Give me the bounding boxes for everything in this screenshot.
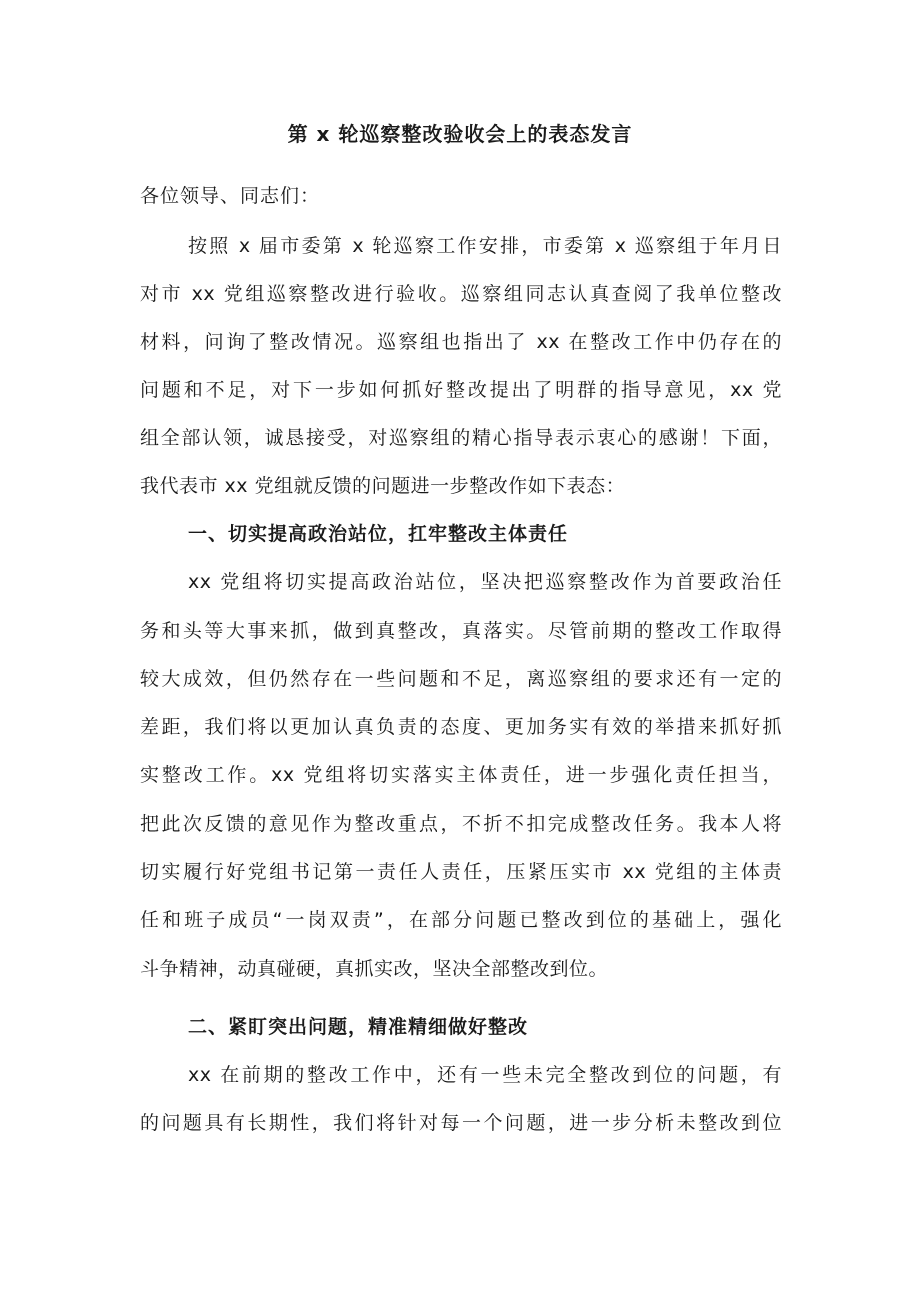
paragraph-2-line: 实整改工作。xx 党组将切实落实主体责任，进一步强化责任担当， [140, 764, 782, 786]
paragraph-2-line: 差距，我们将以更加认真负责的态度、更加务实有效的举措来抓好抓 [140, 716, 782, 738]
paragraph-3-line: xx 在前期的整改工作中，还有一些未完全整改到位的问题，有 [188, 1064, 782, 1086]
paragraph-2-line: 较大成效，但仍然存在一些问题和不足，离巡察组的要求还有一定的 [140, 668, 782, 690]
document-title: 第 x 轮巡察整改验收会上的表态发言 [287, 122, 633, 146]
section-heading-1: 一、切实提高政治站位，扛牢整改主体责任 [188, 523, 569, 545]
paragraph-2-line: 任和班子成员“一岗双责”，在部分问题已整改到位的基础上，强化 [140, 909, 782, 931]
paragraph-2-line: xx 党组将切实提高政治站位，坚决把巡察整改作为首要政治任 [188, 571, 782, 593]
paragraph-1-line: 对市 xx 党组巡察整改进行验收。巡察组同志认真查阅了我单位整改 [140, 283, 782, 305]
section-heading-2: 二、紧盯突出问题，精准精细做好整改 [188, 1016, 529, 1038]
paragraph-2-line: 务和头等大事来抓，做到真整改，真落实。尽管前期的整改工作取得 [140, 620, 782, 642]
salutation: 各位领导、同志们： [140, 185, 321, 207]
paragraph-1-line: 我代表市 xx 党组就反馈的问题进一步整改作如下表态： [140, 475, 626, 497]
paragraph-3-line: 的问题具有长期性，我们将针对每一个问题，进一步分析未整改到位 [140, 1112, 782, 1134]
paragraph-2-line: 把此次反馈的意见作为整改重点，不折不扣完成整改任务。我本人将 [140, 813, 782, 835]
paragraph-2-line: 切实履行好党组书记第一责任人责任，压紧压实市 xx 党组的主体责 [140, 861, 782, 883]
paragraph-1-line: 按照 x 届市委第 x 轮巡察工作安排，市委第 x 巡察组于年月日 [188, 235, 782, 257]
paragraph-2-line: 斗争精神，动真碰硬，真抓实改，坚决全部整改到位。 [140, 958, 609, 980]
paragraph-1-line: 组全部认领，诚恳接受，对巡察组的精心指导表示衷心的感谢！下面， [140, 427, 782, 449]
paragraph-1-line: 材料，问询了整改情况。巡察组也指出了 xx 在整改工作中仍存在的 [140, 331, 782, 353]
paragraph-1-line: 问题和不足，对下一步如何抓好整改提出了明群的指导意见，xx 党 [140, 379, 782, 401]
